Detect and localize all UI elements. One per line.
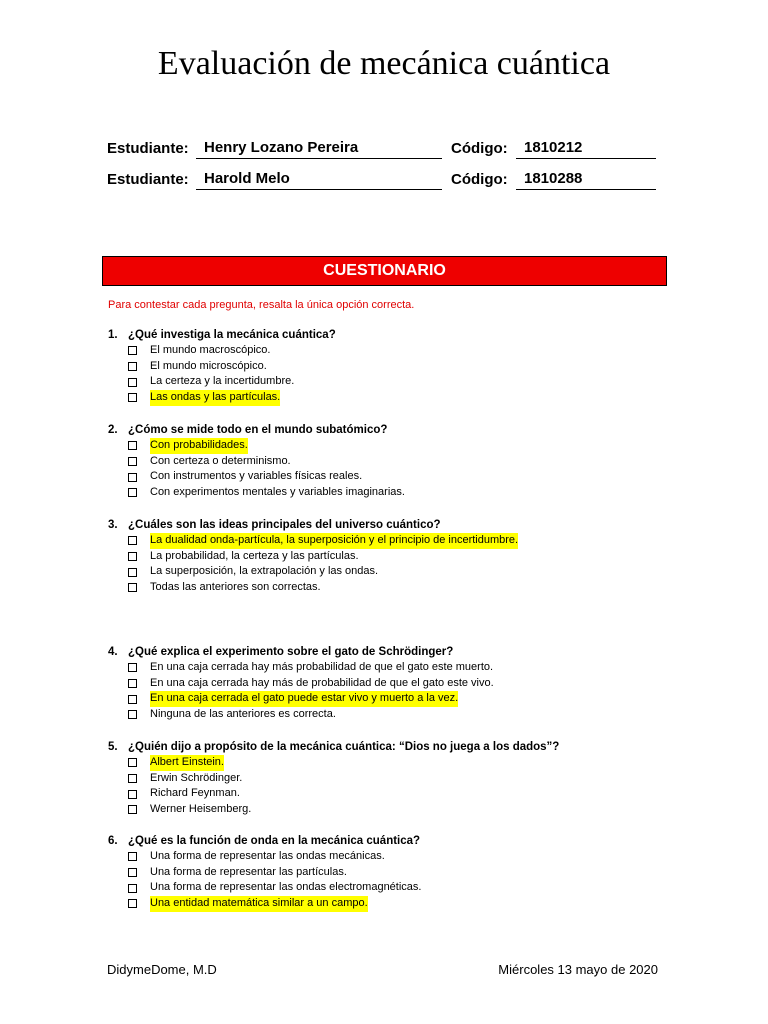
answer-option[interactable] <box>108 707 688 723</box>
question-text: ¿Qué explica el experimento sobre el gato de Schrödinger? <box>128 646 454 658</box>
answer-option[interactable] <box>108 549 688 565</box>
checkbox-icon[interactable] <box>128 695 137 704</box>
checkbox-icon[interactable] <box>128 488 137 497</box>
highlighted-answer-text: Las ondas y las partículas. <box>150 390 280 406</box>
answer-option[interactable] <box>108 390 688 406</box>
question-block <box>108 644 688 723</box>
checkbox-icon[interactable] <box>128 679 137 688</box>
answer-option[interactable] <box>108 359 688 375</box>
answer-text: La probabilidad, la certeza y las partículas. <box>150 549 359 562</box>
question-text: ¿Qué investiga la mecánica cuántica? <box>128 329 336 341</box>
checkbox-icon[interactable] <box>128 868 137 877</box>
question-heading <box>108 644 688 660</box>
question-text: ¿Qué es la función de onda en la mecánica cuántica? <box>128 835 421 847</box>
student-name-field: Harold Melo <box>196 170 442 190</box>
footer-date: Miércoles 13 mayo de 2020 <box>498 962 658 977</box>
answer-text: Una forma de representar las partículas. <box>150 865 347 878</box>
question-number: 3. <box>108 519 118 531</box>
page-title: Evaluación de mecánica cuántica <box>157 45 611 82</box>
answer-option[interactable] <box>108 660 688 676</box>
question-block <box>108 833 688 912</box>
student-label: Estudiante: <box>107 140 189 157</box>
student-code-field: 1810288 <box>516 170 656 190</box>
question-number: 6. <box>108 835 118 847</box>
checkbox-icon[interactable] <box>128 899 137 908</box>
checkbox-icon[interactable] <box>128 362 137 371</box>
answer-option[interactable] <box>108 755 688 771</box>
answer-option[interactable] <box>108 896 688 912</box>
checkbox-icon[interactable] <box>128 552 137 561</box>
student-name-field: Henry Lozano Pereira <box>196 139 442 159</box>
answer-option[interactable] <box>108 374 688 390</box>
answer-text: Werner Heisemberg. <box>150 803 252 816</box>
answer-option[interactable] <box>108 771 688 787</box>
answer-text: La certeza y la incertidumbre. <box>150 375 295 388</box>
checkbox-icon[interactable] <box>128 790 137 799</box>
answer-text: Una forma de representar las ondas electromagnéticas. <box>150 881 422 894</box>
answer-text: El mundo microscópico. <box>150 359 267 372</box>
answer-option[interactable] <box>108 676 688 692</box>
checkbox-icon[interactable] <box>128 583 137 592</box>
checkbox-icon[interactable] <box>128 473 137 482</box>
question-heading <box>108 422 688 438</box>
checkbox-icon[interactable] <box>128 805 137 814</box>
answer-text: Con certeza o determinismo. <box>150 454 291 467</box>
answer-text: Una forma de representar las ondas mecánicas. <box>150 850 385 862</box>
checkbox-icon[interactable] <box>128 441 137 450</box>
answer-text: En una caja cerrada hay más probabilidad de que el gato este muerto. <box>150 661 494 673</box>
answer-option[interactable] <box>108 786 688 802</box>
answer-text: Todas las anteriores son correctas. <box>150 581 321 594</box>
answer-text: Con experimentos mentales y variables imaginarias. <box>150 486 405 499</box>
answer-text: Ninguna de las anteriores es correcta. <box>150 708 336 721</box>
questionnaire-banner: CUESTIONARIO <box>102 256 667 286</box>
question-text: ¿Cuáles son las ideas principales del universo cuántico? <box>128 519 441 531</box>
question-text: ¿Quién dijo a propósito de la mecánica cuántica: “Dios no juega a los dados”? <box>128 741 560 753</box>
instruction-text: Para contestar cada pregunta, resalta la única opción correcta. <box>108 299 415 311</box>
student-label: Estudiante: <box>107 171 189 188</box>
answer-option[interactable] <box>108 533 688 549</box>
answer-option[interactable] <box>108 564 688 580</box>
checkbox-icon[interactable] <box>128 774 137 783</box>
code-label: Código: <box>451 171 508 188</box>
answer-option[interactable] <box>108 343 688 359</box>
answer-text: Con instrumentos y variables físicas reales. <box>150 470 363 483</box>
highlighted-answer-text: Una entidad matemática similar a un campo. <box>150 896 368 912</box>
answer-option[interactable] <box>108 849 688 865</box>
checkbox-icon[interactable] <box>128 536 137 545</box>
question-block <box>108 327 688 406</box>
checkbox-icon[interactable] <box>128 758 137 767</box>
checkbox-icon[interactable] <box>128 568 137 577</box>
answer-text: Erwin Schrödinger. <box>150 771 243 784</box>
checkbox-icon[interactable] <box>128 663 137 672</box>
answer-option[interactable] <box>108 485 688 501</box>
question-block <box>108 739 688 818</box>
checkbox-icon[interactable] <box>128 884 137 893</box>
answer-text: El mundo macroscópico. <box>150 344 271 356</box>
checkbox-icon[interactable] <box>128 393 137 402</box>
question-block <box>108 422 688 501</box>
answer-option[interactable] <box>108 580 688 596</box>
answer-option[interactable] <box>108 469 688 485</box>
code-label: Código: <box>451 140 508 157</box>
answer-option[interactable] <box>108 865 688 881</box>
student-code-field: 1810212 <box>516 139 656 159</box>
checkbox-icon[interactable] <box>128 710 137 719</box>
question-heading <box>108 833 688 849</box>
answer-option[interactable] <box>108 802 688 818</box>
footer-author: DidymeDome, M.D <box>107 962 217 977</box>
question-heading <box>108 739 688 755</box>
answer-text: En una caja cerrada hay más de probabilidad de que el gato este vivo. <box>150 676 494 689</box>
answer-text: La superposición, la extrapolación y las ondas. <box>150 565 379 578</box>
question-number: 1. <box>108 329 118 341</box>
question-number: 4. <box>108 646 118 658</box>
question-number: 5. <box>108 741 118 753</box>
highlighted-answer-text: La dualidad onda-partícula, la superposición y el principio de incertidumbre. <box>150 533 518 549</box>
question-heading <box>108 327 688 343</box>
checkbox-icon[interactable] <box>128 378 137 387</box>
question-heading <box>108 517 688 533</box>
highlighted-answer-text: Con probabilidades. <box>150 438 248 454</box>
answer-option[interactable] <box>108 880 688 896</box>
answer-text: Richard Feynman. <box>150 787 240 800</box>
checkbox-icon[interactable] <box>128 346 137 355</box>
checkbox-icon[interactable] <box>128 457 137 466</box>
question-text: ¿Cómo se mide todo en el mundo subatómico? <box>128 424 388 436</box>
question-number: 2. <box>108 424 118 436</box>
answer-option[interactable] <box>108 454 688 470</box>
answer-option[interactable] <box>108 691 688 707</box>
highlighted-answer-text: En una caja cerrada el gato puede estar vivo y muerto a la vez. <box>150 691 458 707</box>
highlighted-answer-text: Albert Einstein. <box>150 755 224 771</box>
question-block <box>108 517 688 596</box>
answer-option[interactable] <box>108 438 688 454</box>
checkbox-icon[interactable] <box>128 852 137 861</box>
